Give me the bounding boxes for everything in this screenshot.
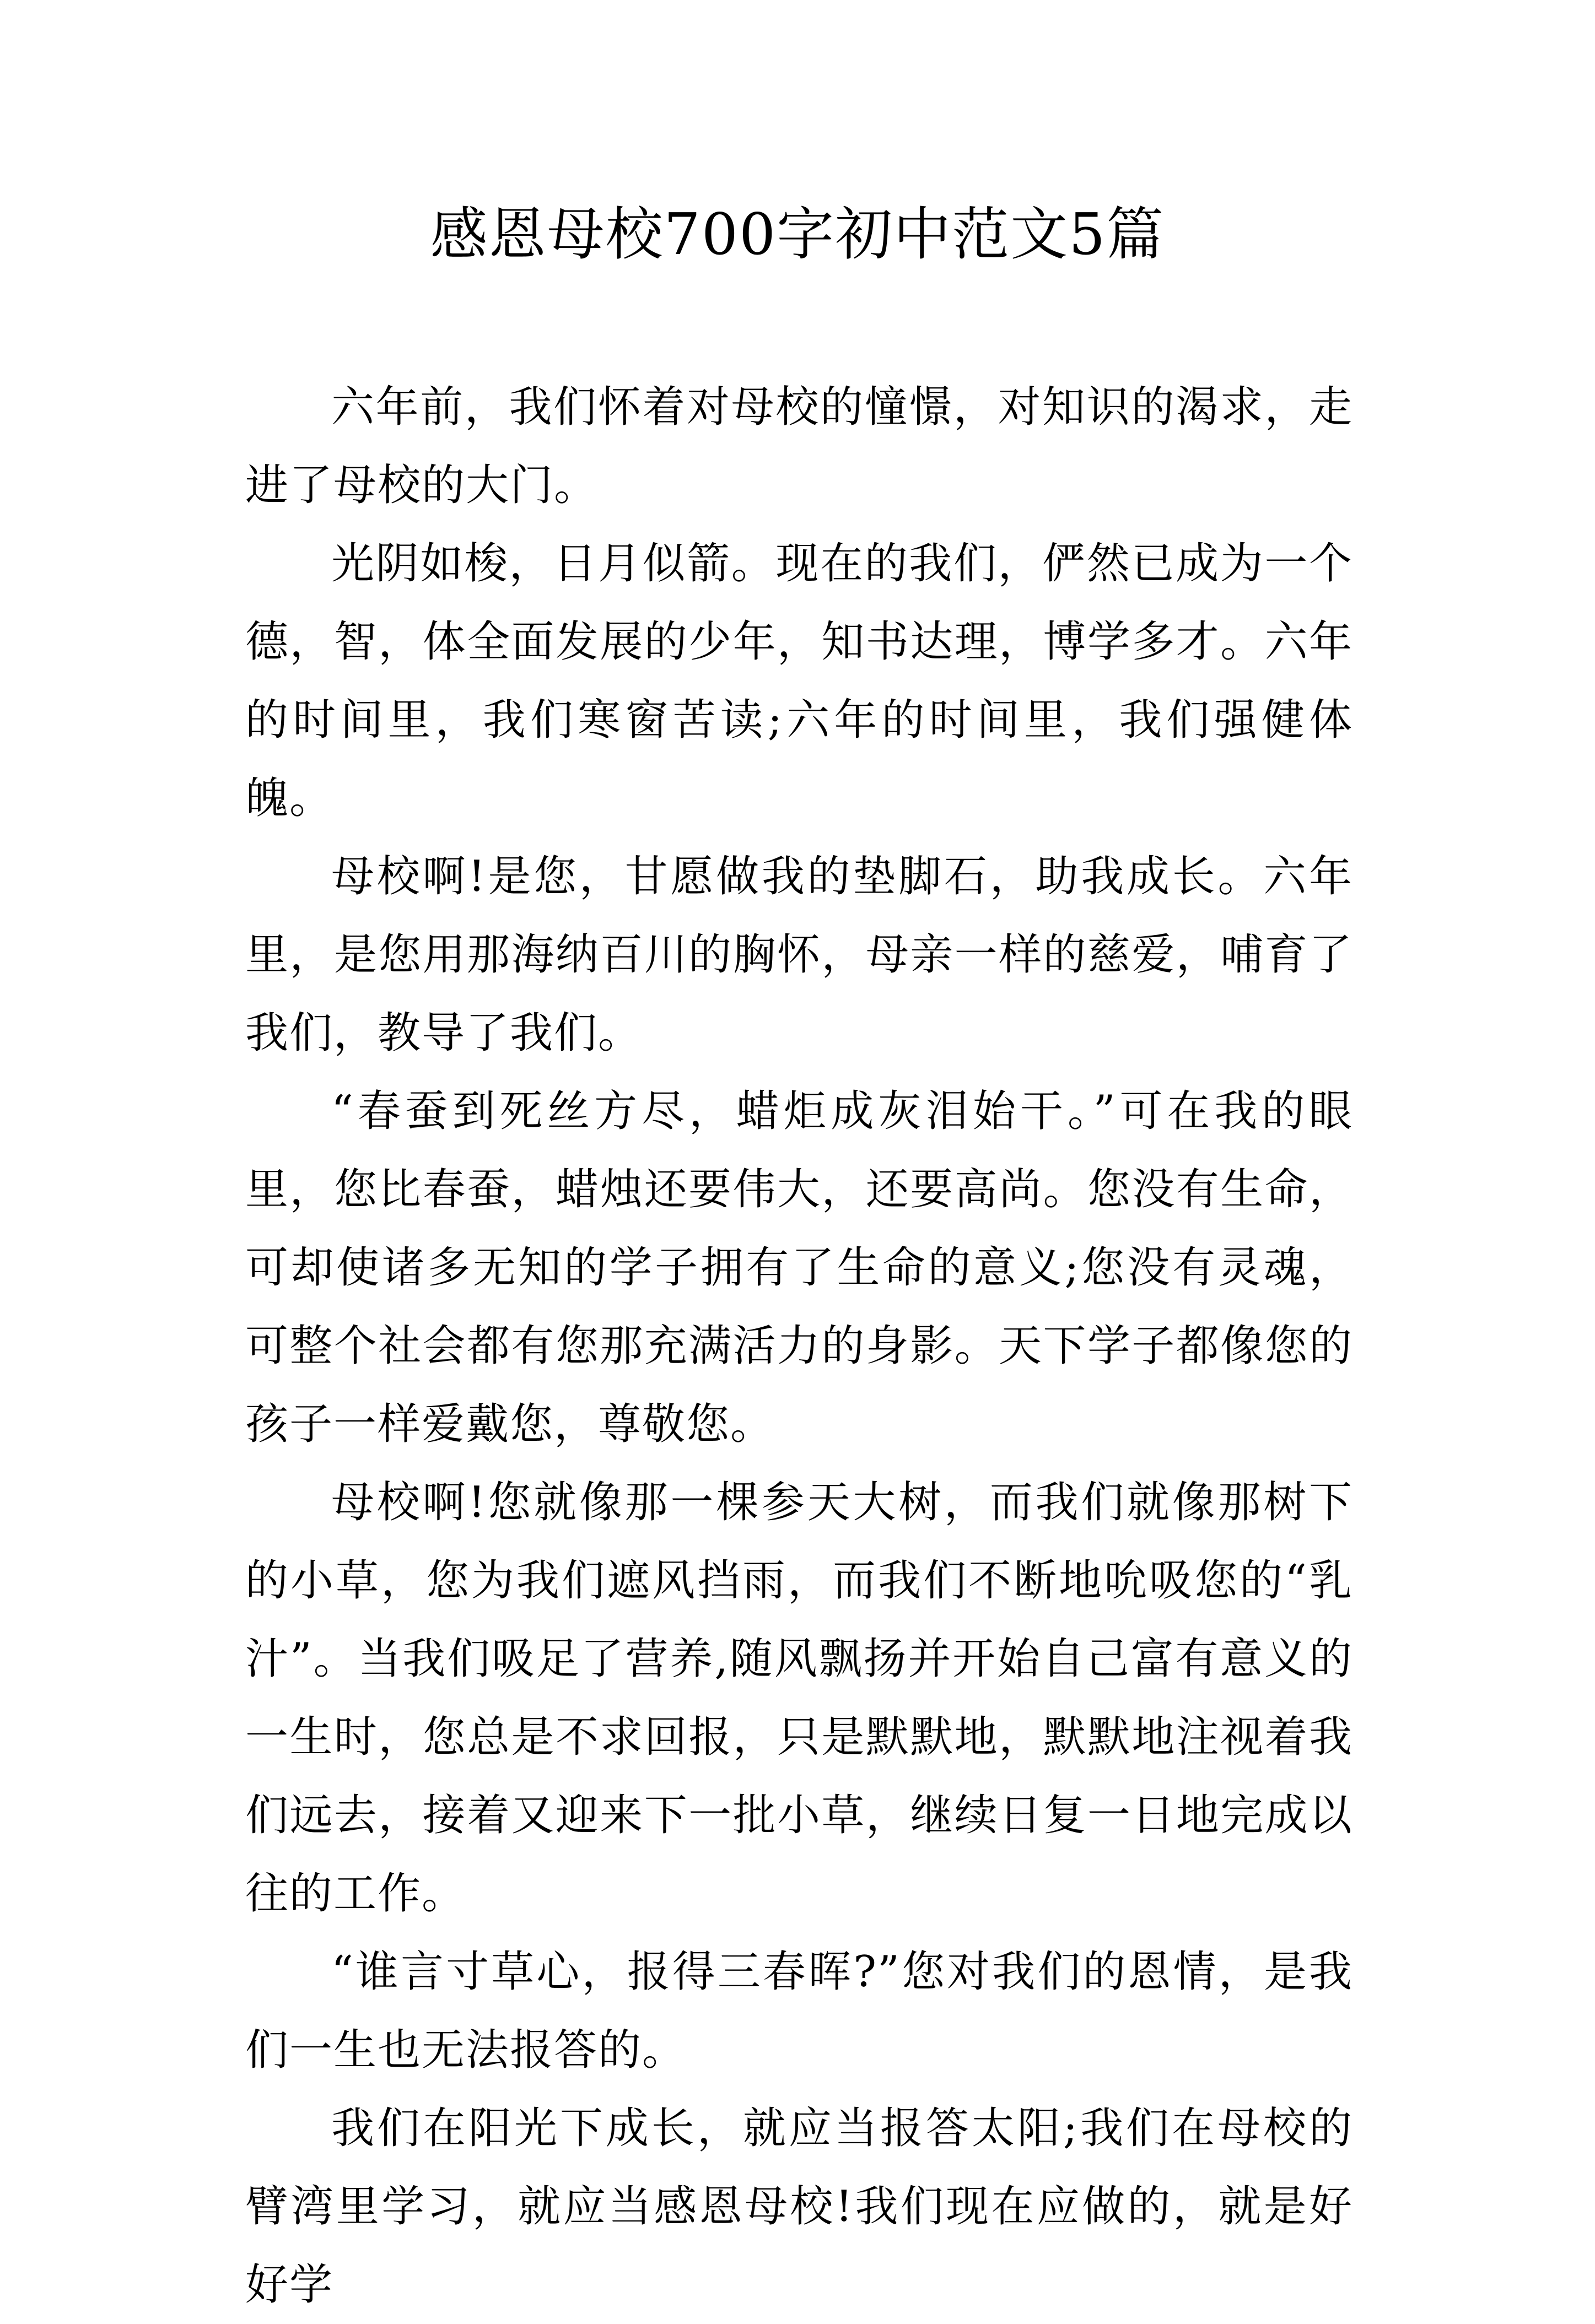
paragraph-6: “谁言寸草心，报得三春晖?”您对我们的恩情，是我们一生也无法报答的。	[245, 1947, 1353, 2075]
paragraph-1: 六年前，我们怀着对母校的憧憬，对知识的渴求，走进了母校的大门。	[245, 382, 1353, 510]
document-title: 感恩母校700字初中范文5篇	[430, 201, 1165, 268]
paragraph-3: 母校啊!是您，甘愿做我的垫脚石，助我成长。六年里，是您用那海纳百川的胸怀，母亲一样的慈爱，哺育了我们，教导了我们。	[245, 852, 1353, 1058]
document-body	[245, 368, 1353, 2324]
paragraph-5: 母校啊!您就像那一棵参天大树，而我们就像那树下的小草，您为我们遮风挡雨，而我们不断地吮吸您的“乳汁”。当我们吸足了营养,随风飘扬并开始自己富有意义的一生时，您总是不求回报，只是默默地，默默地注视着我们远去，接着又迎来下一批小草，继续日复一日地完成以往的工作。	[245, 1478, 1353, 1918]
paragraph-7: 我们在阳光下成长，就应当报答太阳;我们在母校的臂湾里学习，就应当感恩母校!我们现在应做的，就是好好学	[245, 2104, 1353, 2310]
paragraph-4: “春蚕到死丝方尽，蜡炬成灰泪始干。”可在我的眼里，您比春蚕，蜡烛还要伟大，还要高尚。您没有生命，可却使诸多无知的学子拥有了生命的意义;您没有灵魂，可整个社会都有您那充满活力的身影。天下学子都像您的孩子一样爱戴您，尊敬您。	[245, 1087, 1353, 1449]
paragraph-2: 光阴如梭，日月似箭。现在的我们，俨然已成为一个德，智，体全面发展的少年，知书达理，博学多才。六年的时间里，我们寒窗苦读;六年的时间里，我们强健体魄。	[245, 539, 1353, 823]
